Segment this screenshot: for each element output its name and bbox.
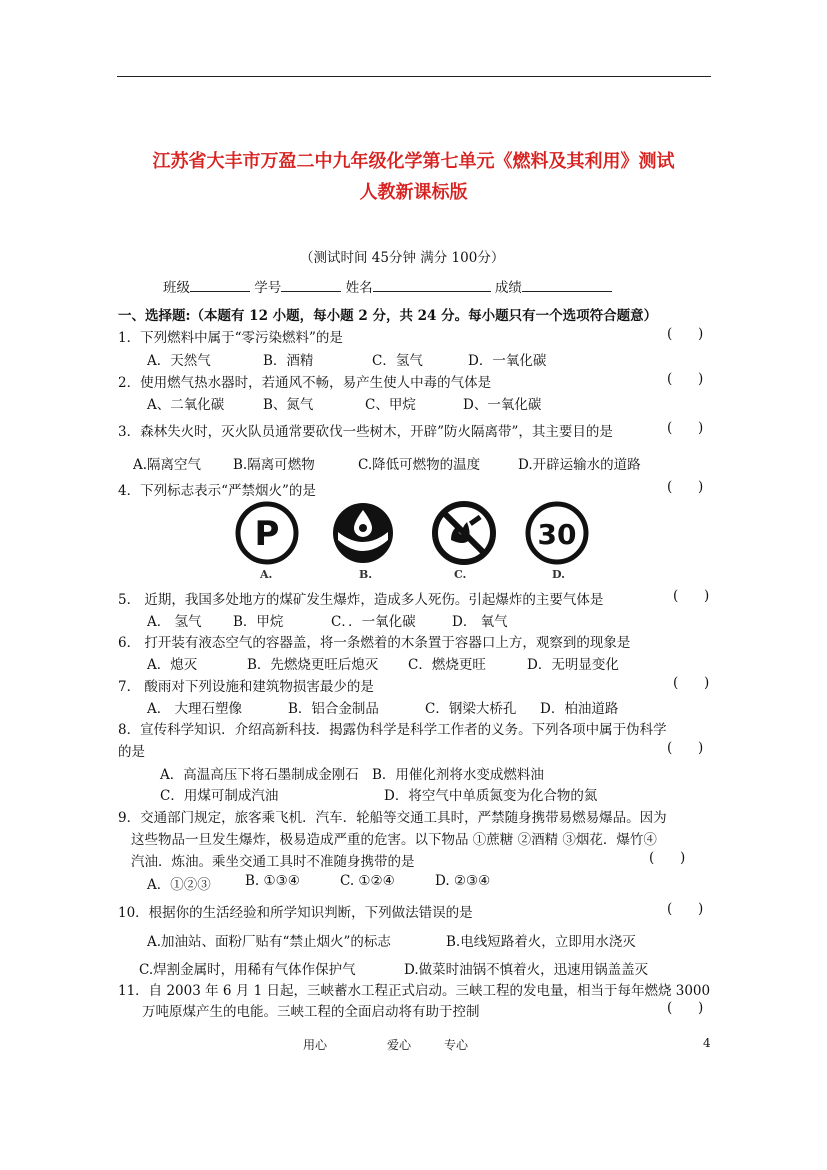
svg-text:30: 30: [537, 518, 577, 551]
q7-option-c: C．钢梁大桥孔: [425, 701, 517, 717]
answer-blank-4[interactable]: ( ): [667, 479, 704, 495]
question-4: 4．下列标志表示“严禁烟火”的是: [118, 483, 316, 499]
question-10: 10．根据你的生活经验和所学知识判断，下列做法错误的是: [118, 905, 473, 921]
sign-label-d: D.: [552, 568, 565, 581]
q3-option-b: B.隔离可燃物: [233, 457, 315, 473]
q5-option-c: C．．一氧化碳: [331, 614, 416, 630]
question-9-line2: 这些物品一旦发生爆炸，极易造成严重的危害。以下物品 ①蔗糖 ②酒精 ③烟花．爆竹④: [131, 832, 657, 848]
document-title: 江苏省大丰市万盈二中九年级化学第七单元《燃料及其利用》测试: [152, 151, 675, 172]
page-number: 4: [703, 1036, 711, 1050]
score-field[interactable]: [522, 279, 612, 292]
q8-option-a: A．高温高压下将石墨制成金刚石: [160, 767, 359, 783]
q2-option-d: D、一氧化碳: [463, 397, 542, 413]
answer-blank-11[interactable]: ( ): [667, 1000, 704, 1016]
q5-option-d: D． 氧气: [452, 614, 508, 630]
q5-option-b: B．甲烷: [233, 614, 284, 630]
q1-option-b: B．酒精: [263, 353, 314, 369]
footer-word-1: 用心: [303, 1038, 328, 1052]
q9-option-d: D. ②③④: [435, 873, 491, 889]
exam-info: （测试时间 45分钟 满分 100分）: [300, 250, 505, 266]
q5-option-a: A． 氢气: [147, 614, 202, 630]
answer-blank-5[interactable]: ( ): [673, 588, 710, 604]
q6-option-b: B．先燃烧更旺后熄灭: [247, 657, 379, 673]
score-label: 成绩: [494, 280, 522, 296]
question-7: 7． 酸雨对下列设施和建筑物损害最少的是: [118, 679, 374, 695]
question-6: 6． 打开装有液态空气的容器盖，将一条燃着的木条置于容器口上方，观察到的现象是: [118, 635, 631, 651]
q3-option-c: C.降低可燃物的温度: [358, 457, 481, 473]
number-label: 学号: [254, 280, 282, 296]
question-11-line2: 万吨原煤产生的电能。三峡工程的全面启动将有助于控制: [142, 1004, 480, 1020]
sign-images: [234, 500, 596, 584]
answer-blank-7[interactable]: ( ): [673, 675, 710, 691]
q1-option-a: A．天然气: [147, 353, 211, 369]
q10-option-a: A.加油站、面粉厂贴有“禁止烟火”的标志: [147, 934, 391, 950]
q8-option-c: C．用煤可制成汽油: [160, 788, 279, 804]
water-saving-sign-icon: [330, 500, 396, 566]
q8-option-d: D．将空气中单质氮变为化合物的氮: [384, 788, 598, 804]
q9-option-a: A．①②③: [147, 877, 211, 893]
footer-word-2: 爱心: [387, 1038, 412, 1052]
question-8: 8．宣传科学知识．介绍高新科技．揭露伪科学是科学工作者的义务。下列各项中属于伪科学: [118, 722, 667, 738]
footer-word-3: 专心: [444, 1038, 469, 1052]
answer-blank-9[interactable]: ( ): [649, 850, 686, 866]
question-5: 5． 近期，我国多处地方的煤矿发生爆炸，造成多人死伤。引起爆炸的主要气体是: [118, 592, 604, 608]
q7-option-b: B．铝合金制品: [288, 701, 379, 717]
q10-option-b: B.电线短路着火，立即用水浇灭: [446, 934, 636, 950]
question-11: 11．自 2003 年 6 月 1 日起，三峡蓄水工程正式启动。三峡工程的发电量，相当于每年燃烧 3000: [118, 983, 711, 999]
question-9-line3: 汽油．炼油。乘坐交通工具时不准随身携带的是: [131, 854, 415, 870]
q1-option-c: C．氢气: [372, 353, 423, 369]
question-9: 9．交通部门规定，旅客乘飞机．汽车．轮船等交通工具时，严禁随身携带易燃易爆品。因为: [118, 810, 667, 826]
q8-option-b: B．用催化剂将水变成燃料油: [372, 767, 544, 783]
q10-option-c: C.焊割金属时，用稀有气体作保护气: [139, 962, 356, 978]
q6-option-c: C．燃烧更旺: [408, 657, 486, 673]
student-info-line: [163, 276, 612, 296]
question-8-line2: 的是: [118, 744, 145, 760]
q1-option-d: D．一氧化碳: [468, 353, 547, 369]
q6-option-a: A．熄灭: [147, 657, 198, 673]
answer-blank-3[interactable]: ( ): [667, 420, 704, 436]
q2-option-c: C、甲烷: [365, 397, 416, 413]
q3-option-a: A.隔离空气: [133, 457, 202, 473]
q6-option-d: D．无明显变化: [527, 657, 619, 673]
question-1: 1．下列燃料中属于“零污染燃料”的是: [118, 330, 343, 346]
name-label: 姓名: [345, 280, 373, 296]
q9-option-b: B. ①③④: [245, 873, 300, 889]
sign-label-c: C.: [454, 568, 467, 581]
sign-label-a: A.: [260, 568, 273, 581]
class-label: 班级: [163, 280, 190, 296]
q9-option-c: C. ①②④: [340, 873, 395, 889]
section-heading: 一、选择题:（本题有 12 小题，每小题 2 分，共 24 分。每小题只有一个选项符合题意）: [118, 308, 658, 324]
header-rule: [117, 76, 711, 77]
answer-blank-1[interactable]: ( ): [667, 326, 704, 342]
answer-blank-10[interactable]: ( ): [667, 901, 704, 917]
q2-option-b: B、氮气: [263, 397, 314, 413]
q2-option-a: A、二氧化碳: [147, 397, 225, 413]
number-field[interactable]: [281, 279, 341, 292]
class-field[interactable]: [190, 279, 250, 292]
no-fire-sign-icon: [431, 500, 497, 566]
question-2: 2．使用燃气热水器时，若通风不畅，易产生使人中毒的气体是: [118, 375, 492, 391]
q7-option-d: D．柏油道路: [540, 701, 619, 717]
sign-label-b: B.: [359, 568, 373, 581]
answer-blank-8[interactable]: ( ): [667, 740, 704, 756]
q3-option-d: D.开辟运输水的道路: [518, 457, 641, 473]
q7-option-a: A． 大理石塑像: [147, 701, 243, 717]
q10-option-d: D.做菜时油锅不慎着火，迅速用锅盖盖灭: [404, 962, 649, 978]
question-3: 3．森林失火时，灭火队员通常要砍伐一些树木，开辟”防火隔离带”，其主要目的是: [118, 424, 613, 440]
document-subtitle: 人教新课标版: [359, 182, 468, 203]
parking-sign-icon: [234, 500, 300, 566]
answer-blank-2[interactable]: ( ): [667, 371, 704, 387]
svg-text:P: P: [254, 514, 280, 554]
speed-limit-sign-icon: [524, 500, 590, 566]
name-field[interactable]: [373, 279, 491, 292]
